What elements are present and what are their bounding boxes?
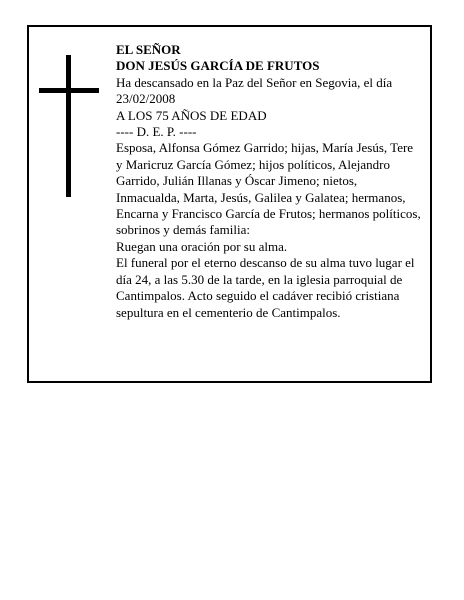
prayer-request: Ruegan una oración por su alma.	[116, 238, 288, 254]
obituary-notice	[27, 25, 432, 383]
deceased-name: DON JESÚS GARCÍA DE FRUTOS	[116, 58, 320, 74]
cross-horizontal-bar	[39, 88, 99, 93]
funeral-details: El funeral por el eterno descanso de su alma tuvo lugar el día 24, a las 5.30 de la tarde, en la iglesia parroquial de Cantimpalos. Acto seguido el cadáver recibió cristiana sepultura en el cementerio de Cantimpalos.	[116, 255, 415, 320]
rest-statement: Ha descansado en la Paz del Señor en Segovia, el día 23/02/2008	[116, 74, 393, 107]
heading-title: EL SEÑOR	[116, 42, 181, 57]
notice-text	[116, 42, 421, 321]
cross-vertical-bar	[66, 55, 71, 197]
cross-icon	[39, 55, 99, 197]
dep-line: ---- D. E. P. ----	[116, 124, 197, 140]
age-line: A LOS 75 AÑOS DE EDAD	[116, 107, 267, 123]
family-list: Esposa, Alfonsa Gómez Garrido; hijas, María Jesús, Tere y Maricruz García Gómez; hijos políticos, Alejandro Garrido, Julián Illanas y Óscar Jimeno; nietos, Inmacualda, Marta, Jesús, Galilea y Galatea; hermanos, Encarna y Francisco García de Frutos; hermanos políticos, sobrinos y demás familia:	[116, 140, 421, 238]
